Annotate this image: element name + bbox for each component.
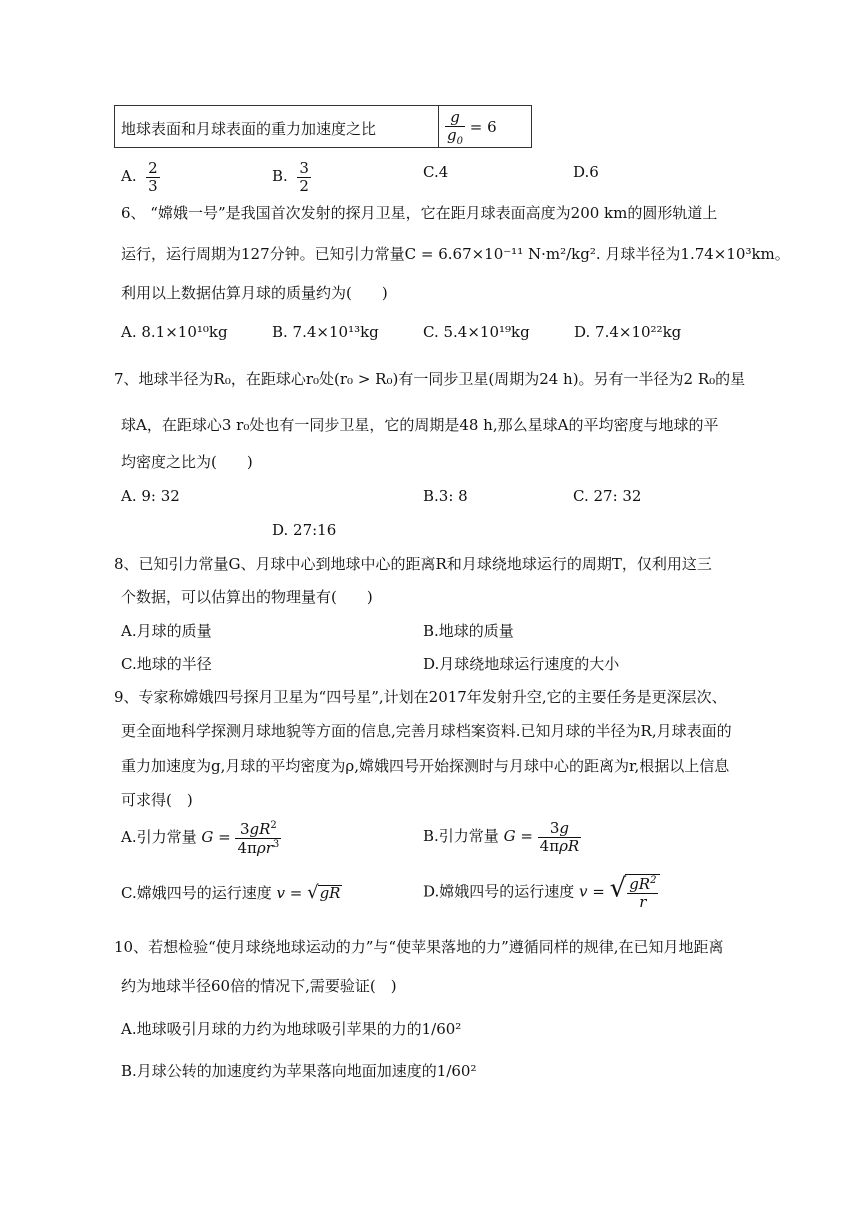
q9-line2: 更全面地科学探测月球地貌等方面的信息,完善月球档案资料.已知月球的半径为R,月球表面的: [121, 722, 732, 740]
q6-option-c[interactable]: C. 5.4×10¹⁹kg: [423, 323, 530, 341]
q10-line2: 约为地球半径60倍的情况下,需要验证( ): [121, 977, 397, 995]
q9-line1: 9、专家称嫦娥四号探月卫星为“四号星”,计划在2017年发射升空,它的主要任务是更深层次、: [114, 688, 727, 706]
q7-option-a[interactable]: A. 9: 32: [121, 487, 180, 505]
q6-option-a[interactable]: A. 8.1×10¹⁰kg: [121, 323, 228, 341]
q7-line3: 均密度之比为( ): [121, 453, 253, 471]
q9-option-c[interactable]: C.嫦娥四号的运行速度 v = √gR: [121, 882, 341, 903]
q9-line3: 重力加速度为g,月球的平均密度为ρ,嫦娥四号开始探测时与月球中心的距离为r,根据以上信息: [121, 757, 730, 775]
q7-line2: 球A，在距球心3 r₀处也有一同步卫星，它的周期是48 h,那么星球A的平均密度与地球的平: [121, 416, 719, 434]
q7-option-c[interactable]: C. 27: 32: [573, 487, 642, 505]
q6-line2: 运行，运行周期为127分钟。已知引力常量C = 6.67×10⁻¹¹ N·m²/kg². 月球半径为1.74×10³km。: [121, 245, 790, 263]
q8-line1: 8、已知引力常量G、月球中心到地球中心的距离R和月球绕地球运行的周期T，仅利用这三: [114, 555, 712, 573]
q6-option-d[interactable]: D. 7.4×10²²kg: [574, 323, 682, 341]
q7-line1: 7、地球半径为R₀，在距球心r₀处(r₀ > R₀)有一同步卫星(周期为24 h)。另有一半径为2 R₀的星: [114, 370, 746, 388]
q5-option-a[interactable]: A. $\frac{2}{3}$: [121, 159, 158, 195]
q9-line4: 可求得( ): [121, 791, 193, 809]
table-label: 地球表面和月球表面的重力加速度之比: [121, 120, 377, 138]
q8-option-c[interactable]: C.地球的半径: [121, 655, 212, 673]
q8-option-a[interactable]: A.月球的质量: [121, 622, 212, 640]
q9-option-d[interactable]: D.嫦娥四号的运行速度 v = √ $\frac{gR^2}{r}$: [423, 874, 660, 910]
q9-option-a[interactable]: A.引力常量 G = $\frac{3gR^2}{4\pi\rho r^3}$: [121, 820, 280, 857]
q5-option-c[interactable]: C.4: [423, 163, 449, 181]
q6-option-b[interactable]: B. 7.4×10¹³kg: [272, 323, 379, 341]
q6-line3: 利用以上数据估算月球的质量约为( ): [121, 284, 388, 302]
table-formula: $\frac{g}{g_0}$ = 6: [447, 108, 497, 147]
q6-line1: 6、 “嫦娥一号”是我国首次发射的探月卫星，它在距月球表面高度为200 km的圆形轨道上: [121, 204, 718, 222]
q7-option-b[interactable]: B.3: 8: [423, 487, 468, 505]
q10-option-a[interactable]: A.地球吸引月球的力约为地球吸引苹果的力的1/60²: [121, 1020, 462, 1038]
q10-line1: 10、若想检验“使月球绕地球运动的力”与“使苹果落地的力”遵循同样的规律,在已知月地距离: [114, 938, 724, 956]
q9-option-b[interactable]: B.引力常量 G = $\frac{3g}{\text{4πρR}}$: [423, 819, 580, 855]
q5-option-b[interactable]: B. $\frac{3}{2}$: [272, 159, 309, 195]
q8-option-d[interactable]: D.月球绕地球运行速度的大小: [423, 655, 620, 673]
q7-option-d[interactable]: D. 27:16: [272, 521, 337, 539]
q10-option-b[interactable]: B.月球公转的加速度约为苹果落向地面加速度的1/60²: [121, 1062, 477, 1080]
q5-option-d[interactable]: D.6: [573, 163, 599, 181]
q8-option-b[interactable]: B.地球的质量: [423, 622, 514, 640]
q8-line2: 个数据，可以估算出的物理量有( ): [121, 588, 373, 606]
gravity-ratio-table: [114, 105, 532, 148]
